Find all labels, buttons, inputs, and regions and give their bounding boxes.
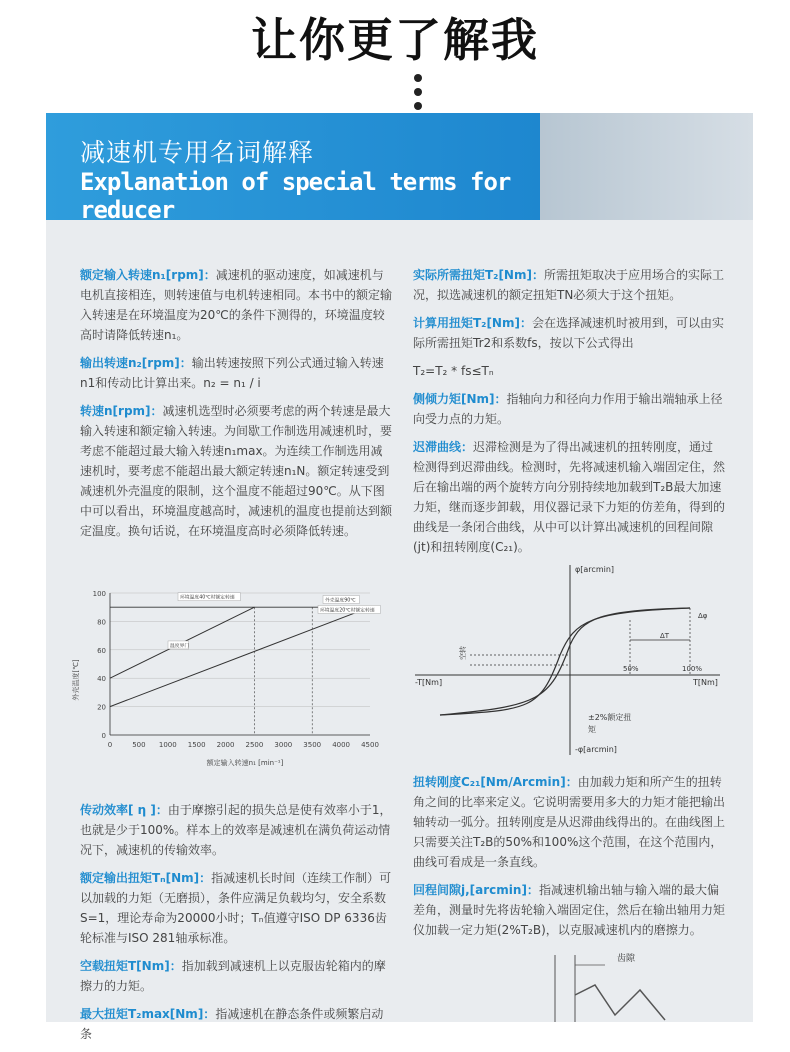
x-tick-label: 1500 bbox=[187, 741, 206, 749]
backlash-gap-label: 齿隙 bbox=[617, 954, 636, 964]
term-backlash: 回程间隙j,[arcmin]：指减速机输出轴与输入端的最大偏差角，测量时先将齿轮输入端固定住，然后在输出轴用力矩仪加载一定力矩(2%T₂B)，以克服减速机内的磨擦力。 bbox=[413, 883, 726, 937]
y-tick-label: 100 bbox=[92, 590, 106, 598]
series-line-1 bbox=[110, 607, 370, 706]
banner bbox=[46, 113, 540, 224]
note-label-1: ±2%额定扭 bbox=[588, 713, 632, 722]
x-tick-label: 3500 bbox=[303, 741, 322, 749]
term-efficiency: 传动效率[ η ]：由于摩擦引起的损失总是使有效率小于1，也就是少于100%。样本上的效率是减速机在满负荷运动情况下，减速机的传输效率。 bbox=[80, 803, 392, 857]
x-tick-label: 2500 bbox=[245, 741, 264, 749]
chart-annotation: 环境温度20℃时额定转速 bbox=[320, 608, 375, 614]
term-tilting-moment: 侧倾力矩[Nm]：指轴向力和径向力作用于输出端轴承上径向受力点的力矩。 bbox=[413, 392, 723, 426]
y-tick-label: 60 bbox=[97, 646, 106, 655]
banner-decoration bbox=[540, 113, 753, 220]
term-speed: 转速n[rpm]：减速机选型时必须要考虑的两个转速是最大输入转速和额定输入转速。为间歇工作制选用减速机时，要考虑不能超过最大输入转速n₁max。为连续工作制选用减速机时，要考虑不能超出最大额定转速n₁N。额定转速受到减速机外壳温度的限制，这个温度不能超过90℃。从下图中可以看出，环境温度越高时，减速机的温度也提前达到额定温度。换句话说，在环境温度高时必须降低转速。 bbox=[80, 404, 393, 538]
y-tick-label: 80 bbox=[97, 618, 106, 627]
t-neg-label: -T[Nm] bbox=[415, 678, 443, 687]
delta-t-label: ΔT bbox=[660, 632, 670, 640]
chart-annotation: 环境温度40℃时额定转速 bbox=[180, 595, 235, 601]
term-actual-torque: 实际所需扭矩T₂[Nm]：所需扭矩取决于应用场合的实际工况，拟选减速机的额定扭矩TN必须大于这个扭矩。 bbox=[413, 268, 724, 302]
p50-label: 50% bbox=[623, 665, 639, 673]
delta-phi-label: Δφ bbox=[698, 612, 708, 620]
chart-annotation: 外壳温度90℃ bbox=[325, 598, 356, 604]
x-tick-label: 2000 bbox=[216, 741, 235, 749]
formula: T₂=T₂ * fs≤Tₙ bbox=[413, 364, 494, 378]
chart-xlabel: 额定输入转速n₁ [min⁻¹] bbox=[206, 759, 284, 767]
right-column-lower bbox=[413, 772, 725, 948]
term-calc-torque: 计算用扭矩T₂[Nm]：会在选择减速机时被用到，可以由实际所需扭矩Tr2和系数fs，按以下公式得出 bbox=[413, 316, 724, 350]
term-rated-output-torque: 额定输出扭矩Tₙ[Nm]：指减速机长时间（连续工作制）可以加载的力矩（无磨损），条件应满足负载均匀，安全系数S=1，理论寿命为20000小时；Tₙ值遵守ISO DP 6336齿轮标准与ISO 281轴承标准。 bbox=[80, 871, 392, 945]
phi-bottom-label: -φ[arcmin] bbox=[575, 745, 617, 754]
backlash-label: 空转 bbox=[459, 646, 467, 660]
y-tick-label: 0 bbox=[101, 732, 106, 740]
x-tick-label: 0 bbox=[107, 741, 113, 749]
phi-top-label: φ[arcmin] bbox=[575, 565, 615, 574]
x-tick-label: 4000 bbox=[332, 741, 351, 749]
left-column bbox=[80, 265, 392, 549]
page-title: 让你更了解我 bbox=[251, 13, 539, 67]
banner-title-en: Explanation of special terms for reducer bbox=[80, 168, 511, 224]
hysteresis-diagram bbox=[410, 560, 730, 760]
term-no-load-torque: 空载扭矩T[Nm]：指加载到减速机上以克服齿轮箱内的摩擦力的力矩。 bbox=[80, 959, 386, 993]
t-pos-label: T[Nm] bbox=[693, 678, 718, 687]
gear-backlash-diagram bbox=[545, 945, 715, 1022]
x-tick-label: 1000 bbox=[158, 741, 177, 749]
y-tick-label: 40 bbox=[97, 675, 106, 684]
x-tick-label: 4500 bbox=[361, 741, 379, 749]
x-tick-label: 3000 bbox=[274, 741, 293, 749]
chart-annotation: 温度界门 bbox=[170, 643, 190, 649]
chart-ylabel: 外壳温度[℃] bbox=[72, 659, 80, 701]
temperature-speed-chart bbox=[70, 585, 390, 775]
left-column-lower bbox=[80, 800, 392, 1052]
y-tick-label: 20 bbox=[97, 703, 106, 712]
right-column bbox=[413, 265, 725, 565]
note-label-2: 矩 bbox=[588, 725, 596, 734]
term-rated-input-speed: 额定输入转速n₁[rpm]：减速机的驱动速度，如减速机与电机直接相连，则转速值与电机转速相同。本书中的额定输入转速是在环境温度为20℃的条件下测得的，环境温度较高时请降低转速n₁。 bbox=[80, 268, 393, 342]
ellipsis-icon bbox=[414, 74, 422, 116]
p100-label: 100% bbox=[682, 665, 703, 673]
x-tick-label: 500 bbox=[132, 741, 146, 749]
term-max-torque: 最大扭矩T₂max[Nm]：指减速机在静态条件或频繁启动条 bbox=[80, 1007, 384, 1041]
banner-title-cn: 减速机专用名词解释 bbox=[80, 138, 315, 167]
term-torsional-stiffness: 扭转刚度C₂₁[Nm/Arcmin]：由加载力矩和所产生的扭转角之间的比率来定义。它说明需要用多大的力矩才能把输出轴转动一弧分。扭转刚度是从迟滞曲线得出的。在曲线图上只需要关注T₂B的50%和100%这个范围，在这个范围内，曲线可看成是一条直线。 bbox=[413, 775, 726, 869]
term-hysteresis: 迟滞曲线：迟滞检测是为了得出减速机的扭转刚度，通过检测得到迟滞曲线。检测时，先将减速机输入端固定住，然后在输出端的两个旋转方向分别持续地加载到T₂B最大加速力矩，继而逐步卸载，用仪器记录下力矩的仿差角，得到的曲线是一条闭合曲线，从中可以计算出减速机的回程间隙(jt)和扭转刚度(C₂₁)。 bbox=[413, 440, 726, 554]
term-output-speed: 输出转速n₂[rpm]：输出转速按照下列公式通过输入转速n1和传动比计算出来。n₂ = n₁ / i bbox=[80, 356, 384, 390]
